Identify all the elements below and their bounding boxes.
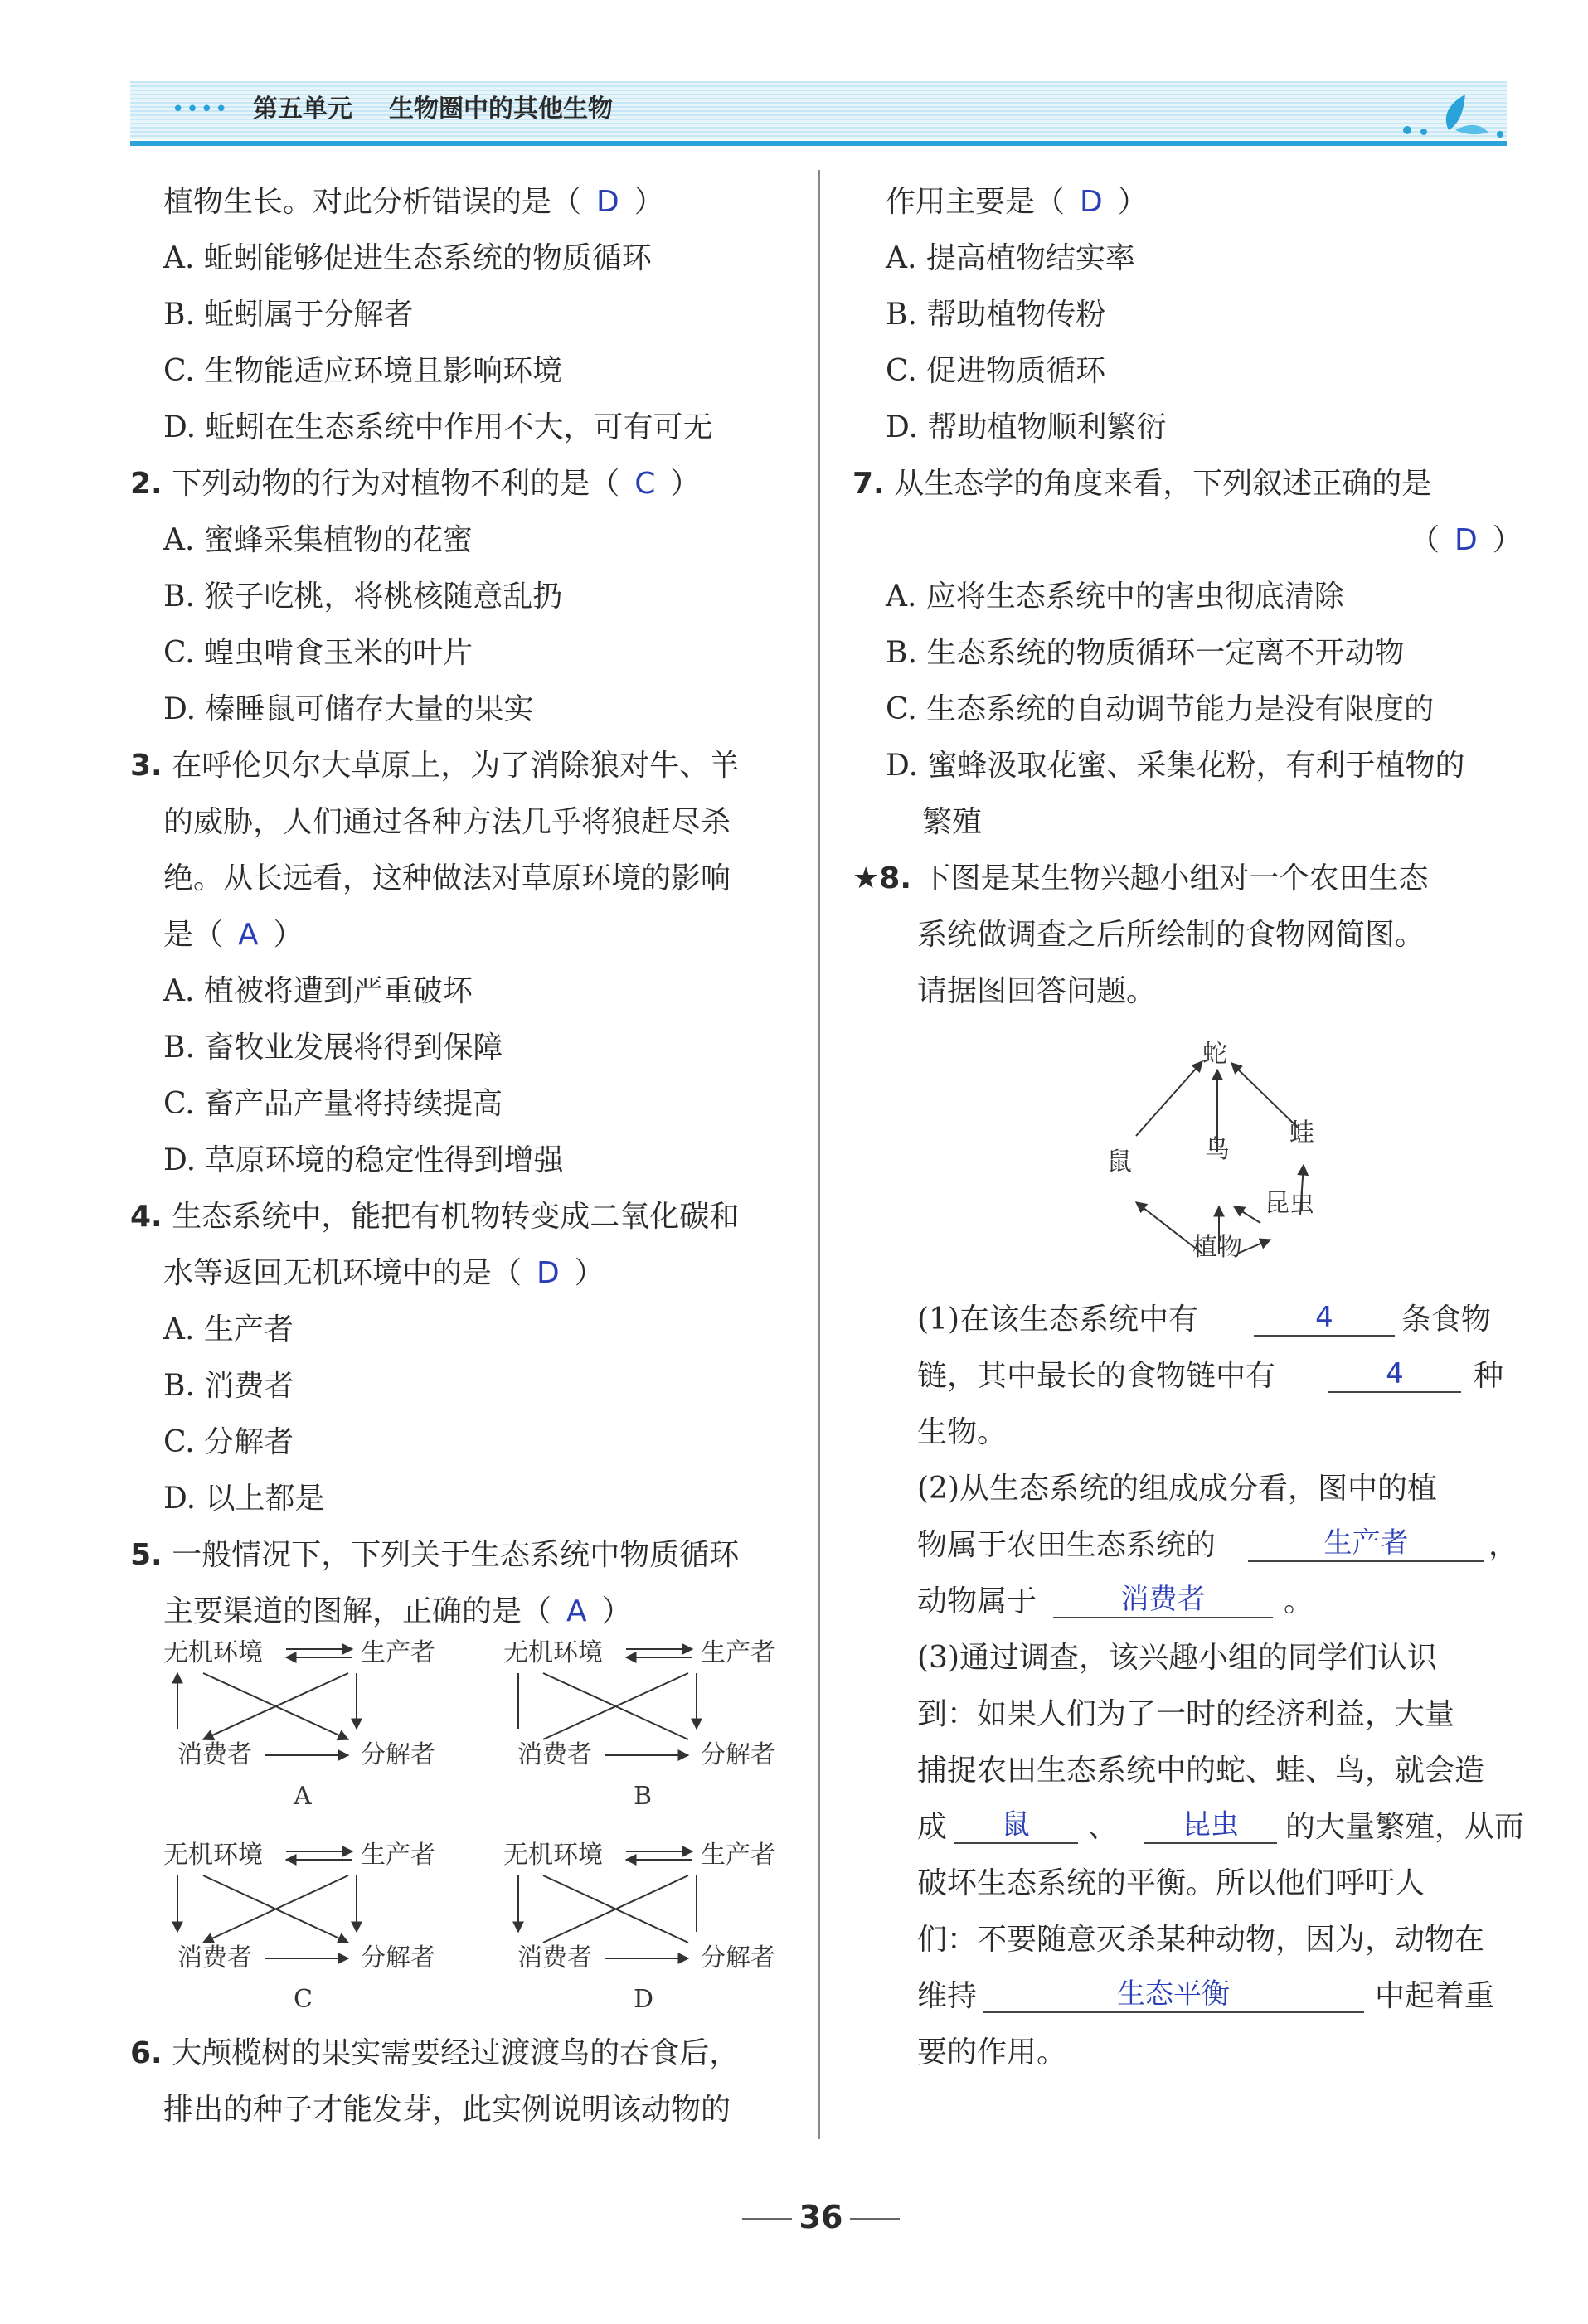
q4-number: 4. bbox=[130, 1200, 163, 1234]
q1-option-b: B. 蚯蚓属于分解者 bbox=[163, 298, 414, 332]
q7-option-b: B. 生态系统的物质循环一定离不开动物 bbox=[886, 636, 1405, 670]
header-dots: •••• bbox=[172, 97, 230, 122]
q6-option-d: D. 帮助植物顺利繁衍 bbox=[886, 410, 1167, 444]
q6-option-a: A. 提高植物结实率 bbox=[886, 241, 1135, 275]
q2-answer: C bbox=[634, 467, 656, 501]
q8-line-1: ★8. 下图是某生物兴趣小组对一个农田生态 bbox=[852, 861, 1429, 895]
p3-line-2: 到：如果人们为了一时的经济利益，大量 bbox=[917, 1697, 1455, 1731]
q2-number: 2. bbox=[130, 467, 163, 501]
p2-text-a: (2)从生态系统的组成成分看，图中的植 bbox=[917, 1472, 1437, 1506]
diagram-d-decomposer: 分解者 bbox=[701, 1943, 775, 1972]
diagram-b-label: B bbox=[634, 1782, 653, 1811]
p3-line-6: 们：不要随意灭杀某种动物，因为，动物在 bbox=[917, 1923, 1485, 1957]
q3-line-2: 的威胁，人们通过各种方法几乎将狼赶尽杀 bbox=[163, 805, 731, 839]
p1-answer-chains: 4 bbox=[1254, 1302, 1395, 1337]
diagram-c-decomposer: 分解者 bbox=[361, 1943, 435, 1972]
q6-line-2: 排出的种子才能发芽，此实例说明该动物的 bbox=[163, 2093, 731, 2127]
diagram-d-consumer: 消费者 bbox=[517, 1943, 592, 1972]
p1-text-b: 条食物 bbox=[1401, 1303, 1492, 1337]
p1-text-e: 生物。 bbox=[917, 1415, 1008, 1449]
unit-label: 第五单元 bbox=[253, 95, 352, 124]
q7-option-d: D. 蜜蜂汲取花蜜、采集花粉，有利于植物的 bbox=[886, 749, 1465, 783]
p3-line-5: 破坏生态系统的平衡。所以他们呼吁人 bbox=[917, 1866, 1425, 1900]
q7-answer-bracket: （ D ） bbox=[1410, 523, 1522, 557]
diagram-b-producer: 生产者 bbox=[701, 1638, 775, 1667]
diagram-c-inorganic: 无机环境 bbox=[163, 1841, 263, 1870]
diagram-a-label: A bbox=[294, 1782, 312, 1811]
food-web-bird: 鸟 bbox=[1205, 1135, 1230, 1164]
p2-answer-producer: 生产者 bbox=[1248, 1527, 1484, 1562]
page-number-rule-left bbox=[742, 2218, 792, 2220]
q7-number: 7. bbox=[852, 467, 885, 501]
q2-option-c: C. 蝗虫啃食玉米的叶片 bbox=[163, 636, 473, 670]
unit-title: 生物圈中的其他生物 bbox=[389, 95, 613, 124]
diagram-b-inorganic: 无机环境 bbox=[503, 1638, 603, 1667]
q1-option-d: D. 蚯蚓在生态系统中作用不大，可有可无 bbox=[163, 410, 713, 444]
q8-line-2: 系统做调查之后所绘制的食物网简图。 bbox=[917, 918, 1425, 952]
q8-number: ★8. bbox=[852, 861, 911, 895]
q3-option-c: C. 畜产品产量将持续提高 bbox=[163, 1087, 503, 1121]
diagram-b-decomposer: 分解者 bbox=[701, 1740, 775, 1769]
diagram-a-producer: 生产者 bbox=[361, 1638, 435, 1667]
p2-answer-consumer: 消费者 bbox=[1053, 1584, 1273, 1618]
q4-answer: D bbox=[537, 1256, 560, 1290]
q4-line-1: 4. 生态系统中，能把有机物转变成二氧化碳和 bbox=[130, 1200, 740, 1234]
diagram-a-inorganic: 无机环境 bbox=[163, 1638, 263, 1667]
p2-text-d: 动物属于 bbox=[917, 1584, 1037, 1618]
p3-answer-mouse: 鼠 bbox=[954, 1809, 1078, 1844]
q6-line-1: 6. 大颅榄树的果实需要经过渡渡鸟的吞食后， bbox=[130, 2036, 740, 2070]
q2-option-d: D. 榛睡鼠可储存大量的果实 bbox=[163, 692, 534, 726]
page-number-rule-right bbox=[850, 2218, 900, 2220]
food-web-plant: 植物 bbox=[1192, 1233, 1242, 1262]
p3-text-7a: 维持 bbox=[917, 1979, 978, 2013]
q3-option-d: D. 草原环境的稳定性得到增强 bbox=[163, 1143, 564, 1177]
q4-line-2: 水等返回无机环境中的是（ D ） bbox=[163, 1256, 605, 1290]
p3-text-4a: 成 bbox=[917, 1810, 948, 1844]
q5-line-2: 主要渠道的图解，正确的是（ A ） bbox=[163, 1594, 632, 1628]
page-number: 36 bbox=[799, 2199, 843, 2235]
q1-answer: D bbox=[596, 185, 619, 219]
p3-text-7b: 中起着重 bbox=[1375, 1979, 1495, 2013]
q3-option-a: A. 植被将遭到严重破坏 bbox=[163, 974, 473, 1008]
q2-option-a: A. 蜜蜂采集植物的花蜜 bbox=[163, 523, 473, 557]
q3-number: 3. bbox=[130, 749, 163, 783]
q6-continuation: 作用主要是（ D ） bbox=[886, 185, 1148, 219]
p2-text-b: 物属于农田生态系统的 bbox=[917, 1528, 1216, 1562]
diagram-a-consumer: 消费者 bbox=[177, 1740, 252, 1769]
p1-answer-species: 4 bbox=[1328, 1358, 1461, 1393]
q6-option-b: B. 帮助植物传粉 bbox=[886, 298, 1106, 332]
q3-line-4: 是（ A ） bbox=[163, 918, 304, 952]
food-web-mouse: 鼠 bbox=[1107, 1147, 1132, 1177]
p3-text-4b: 、 bbox=[1088, 1810, 1119, 1844]
q6-option-c: C. 促进物质循环 bbox=[886, 354, 1106, 388]
diagram-c-producer: 生产者 bbox=[361, 1841, 435, 1870]
q4-option-b: B. 消费者 bbox=[163, 1369, 294, 1403]
p3-line-3: 捕捉农田生态系统中的蛇、蛙、鸟，就会造 bbox=[917, 1754, 1485, 1788]
q7-option-d-cont: 繁殖 bbox=[922, 805, 983, 839]
q4-option-d: D. 以上都是 bbox=[163, 1482, 325, 1516]
diagram-b-consumer: 消费者 bbox=[517, 1740, 592, 1769]
p3-line-8: 要的作用。 bbox=[917, 2035, 1067, 2069]
diagram-d-inorganic: 无机环境 bbox=[503, 1841, 603, 1870]
p2-text-e: 。 bbox=[1284, 1584, 1314, 1618]
q5-number: 5. bbox=[130, 1538, 163, 1572]
q4-option-c: C. 分解者 bbox=[163, 1425, 294, 1459]
p3-text-4c: 的大量繁殖，从而 bbox=[1285, 1810, 1525, 1844]
p1-text-d: 种 bbox=[1474, 1359, 1504, 1393]
q2-stem: 2. 下列动物的行为对植物不利的是（ C ） bbox=[130, 467, 701, 501]
food-web-insect: 昆虫 bbox=[1265, 1189, 1314, 1218]
q6-number: 6. bbox=[130, 2036, 163, 2070]
diagram-d-producer: 生产者 bbox=[701, 1841, 775, 1870]
q7-stem: 7. 从生态学的角度来看，下列叙述正确的是 bbox=[852, 467, 1432, 501]
diagram-c-consumer: 消费者 bbox=[177, 1943, 252, 1972]
p1-text-a: (1)在该生态系统中有 bbox=[917, 1303, 1198, 1337]
q1-option-c: C. 生物能适应环境且影响环境 bbox=[163, 354, 563, 388]
p3-line-1: (3)通过调查，该兴趣小组的同学们认识 bbox=[917, 1641, 1437, 1675]
p3-answer-balance: 生态平衡 bbox=[983, 1978, 1364, 2013]
q8-line-3: 请据图回答问题。 bbox=[917, 974, 1157, 1008]
q3-line-1: 3. 在呼伦贝尔大草原上，为了消除狼对牛、羊 bbox=[130, 749, 740, 783]
p2-text-c: ， bbox=[1488, 1528, 1519, 1562]
p3-answer-insect: 昆虫 bbox=[1144, 1809, 1277, 1844]
p1-text-c: 链，其中最长的食物链中有 bbox=[917, 1359, 1276, 1393]
q3-answer: A bbox=[238, 918, 259, 952]
q3-line-3: 绝。从长远看，这种做法对草原环境的影响 bbox=[163, 861, 731, 895]
q7-option-a: A. 应将生态系统中的害虫彻底清除 bbox=[886, 580, 1344, 614]
q5-answer: A bbox=[566, 1594, 587, 1628]
q7-answer: D bbox=[1454, 523, 1478, 557]
diagram-c-label: C bbox=[294, 1985, 313, 2014]
q2-option-b: B. 猴子吃桃，将桃核随意乱扔 bbox=[163, 580, 563, 614]
q1-continuation: 植物生长。对此分析错误的是（ D ） bbox=[163, 185, 664, 219]
diagram-d-label: D bbox=[634, 1985, 654, 2014]
q1-option-a: A. 蚯蚓能够促进生态系统的物质循环 bbox=[163, 241, 652, 275]
q5-line-1: 5. 一般情况下，下列关于生态系统中物质循环 bbox=[130, 1538, 740, 1572]
q4-option-a: A. 生产者 bbox=[163, 1312, 294, 1346]
q7-option-c: C. 生态系统的自动调节能力是没有限度的 bbox=[886, 692, 1435, 726]
diagram-a-decomposer: 分解者 bbox=[361, 1740, 435, 1769]
q6-answer: D bbox=[1080, 185, 1103, 219]
food-web-snake: 蛇 bbox=[1202, 1040, 1227, 1069]
q3-option-b: B. 畜牧业发展将得到保障 bbox=[163, 1031, 503, 1065]
food-web-frog: 蛙 bbox=[1289, 1118, 1314, 1147]
